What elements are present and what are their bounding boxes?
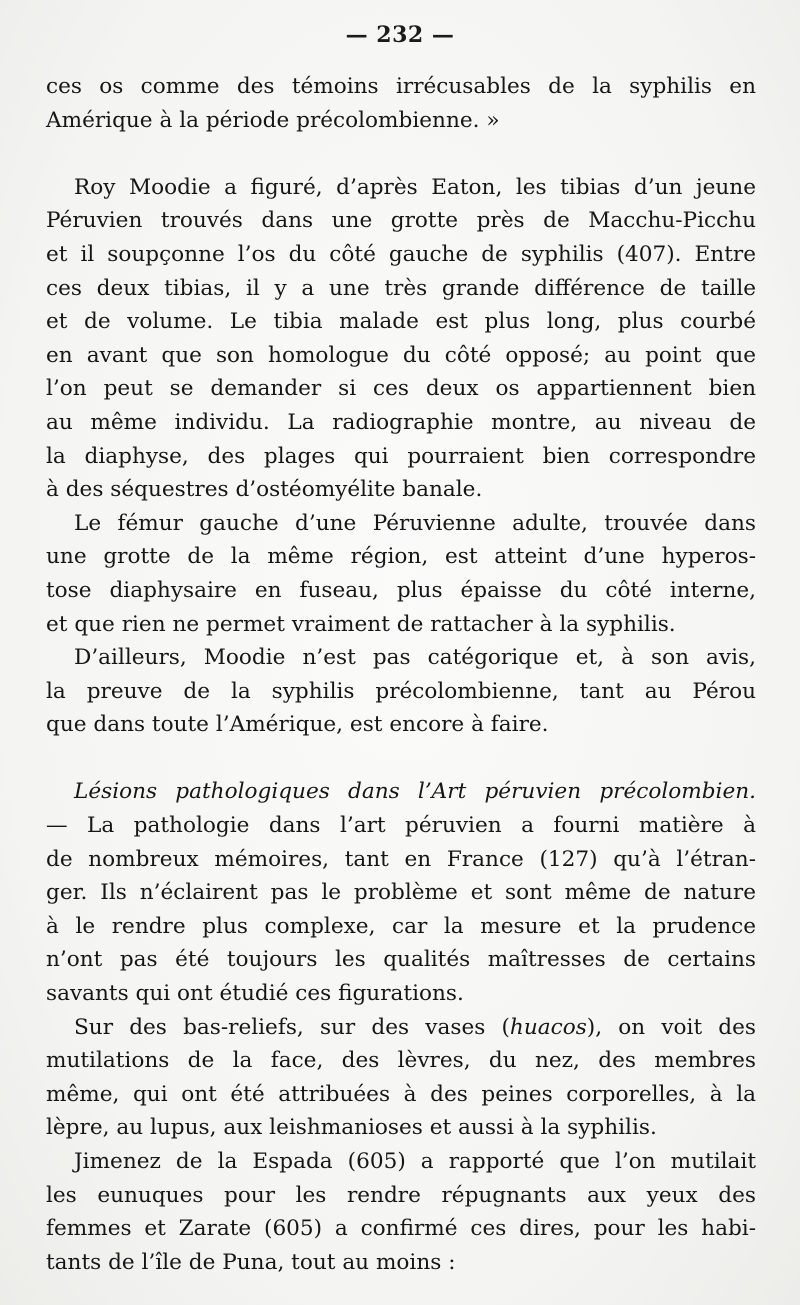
text-line: tants de l’île de Puna, tout au moins : — [46, 1249, 456, 1275]
text-line: — La pathologie dans l’art péruvien a fourni matière à — [46, 813, 756, 839]
text-line: femmes et Zarate (605) a confirmé ces dires, pour les habi- — [46, 1216, 756, 1242]
text-line: Péruvien trouvés dans une grotte près de Macchu-Picchu — [46, 208, 756, 234]
text-line: l’on peut se demander si ces deux os appartiennent bien — [46, 376, 756, 402]
italic-term: huacos — [509, 1014, 587, 1040]
text-line: la preuve de la syphilis précolombienne, tant au Pérou — [46, 678, 756, 704]
text-line: tose diaphysaire en fuseau, plus épaisse du côté interne, — [46, 577, 756, 603]
text-line: même, qui ont été attribuées à des peines corporelles, à la — [46, 1081, 756, 1107]
text-line: ger. Ils n’éclairent pas le problème et sont même de nature — [46, 880, 756, 906]
text-line: Amérique à la période précolombienne. » — [46, 107, 500, 133]
text-line: Le fémur gauche d’une Péruvienne adulte, trouvée dans — [74, 510, 756, 536]
text-line: ces deux tibias, il y a une très grande différence de taille — [46, 275, 756, 301]
text-line: savants qui ont étudié ces figurations. — [46, 981, 464, 1007]
text-line: de nombreux mémoires, tant en France (127) qu’à l’étran- — [46, 846, 756, 872]
text-line: et il soupçonne l’os du côté gauche de syphilis (407). Entre — [46, 241, 756, 267]
text-line: ces os comme des témoins irrécusables de la syphilis en — [46, 74, 756, 99]
text-line: que dans toute l’Amérique, est encore à faire. — [46, 712, 549, 738]
text-line: à le rendre plus complexe, car la mesure et la prudence — [46, 913, 756, 939]
section-heading: Lésions pathologiques dans l’Art péruvien précolombien. — [74, 779, 756, 805]
text-line: en avant que son homologue du côté opposé; au point que — [46, 342, 756, 368]
text-line — [46, 1011, 756, 1045]
text-fragment: Sur des bas-reliefs, sur des vases ( — [74, 1014, 510, 1040]
text-line: D’ailleurs, Moodie n’est pas catégorique et, à son avis, — [74, 645, 756, 671]
text-line: lèpre, au lupus, aux leishmanioses et aussi à la syphilis. — [46, 1115, 657, 1141]
text-line: et que rien ne permet vraiment de rattacher à la syphilis. — [46, 611, 676, 637]
text-line: Roy Moodie a figuré, d’après Eaton, les tibias d’un jeune — [74, 174, 756, 200]
text-line: la diaphyse, des plages qui pourraient bien correspondre — [46, 443, 756, 469]
page-number: — 232 — — [345, 22, 455, 48]
text-line: à des séquestres d’ostéomyélite banale. — [46, 477, 483, 503]
text-line: et de volume. Le tibia malade est plus long, plus courbé — [46, 309, 756, 335]
text-line: une grotte de la même région, est atteint d’une hyperos- — [46, 544, 756, 570]
text-line: les eunuques pour les rendre répugnants aux yeux des — [46, 1182, 756, 1208]
text-line: Jimenez de la Espada (605) a rapporté que l’on mutilait — [74, 1149, 756, 1174]
text-line: au même individu. La radiographie montre, au niveau de — [46, 409, 756, 435]
text-fragment: ), on voit des — [586, 1014, 756, 1040]
text-line: n’ont pas été toujours les qualités maîtresses de certains — [46, 947, 756, 973]
body-text — [46, 70, 756, 1279]
text-line: mutilations de la face, des lèvres, du nez, des membres — [46, 1048, 756, 1074]
